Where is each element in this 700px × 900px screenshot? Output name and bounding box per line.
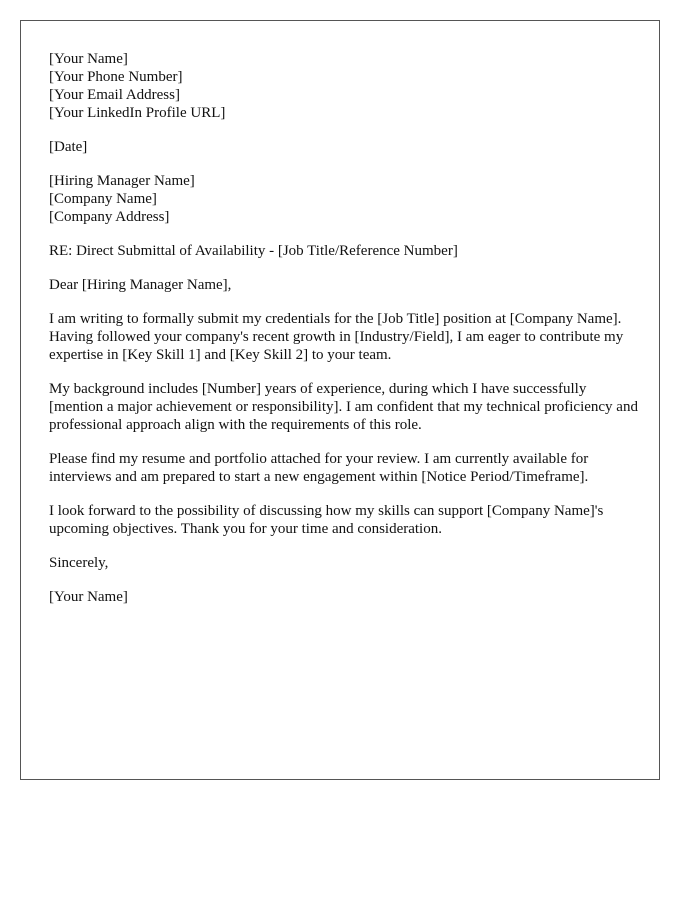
subject-block — [49, 242, 639, 260]
body-paragraph-3: Please find my resume and portfolio attached for your review. I am currently available for interviews and am prepared to start a new engagement within [Notice Period/Timeframe]. — [49, 451, 589, 485]
recipient-manager-name: [Hiring Manager Name] — [49, 173, 195, 189]
closing-block — [49, 554, 639, 572]
recipient-company-name: [Company Name] — [49, 191, 157, 207]
letter-date: [Date] — [49, 139, 88, 155]
sender-phone: [Your Phone Number] — [49, 69, 183, 85]
body-paragraph-4: I look forward to the possibility of discussing how my skills can support [Company Name]'s upcoming objectives. Thank you for your time and consideration. — [49, 503, 604, 537]
signature-name: [Your Name] — [49, 589, 128, 605]
closing: Sincerely, — [49, 555, 109, 571]
subject-line: RE: Direct Submittal of Availability - [Job Title/Reference Number] — [49, 243, 458, 259]
salutation-block — [49, 276, 639, 294]
body-paragraph-2: My background includes [Number] years of experience, during which I have successfully [mention a major achievement or responsibility]. I am confident that my technical proficiency and professional approach align with the requirements of this role. — [49, 381, 638, 433]
recipient-company-address: [Company Address] — [49, 209, 170, 225]
sender-block — [49, 50, 639, 122]
recipient-block — [49, 172, 639, 226]
letter-frame — [20, 20, 660, 780]
letter-content — [49, 50, 639, 622]
body-paragraph-1: I am writing to formally submit my credentials for the [Job Title] position at [Company Name]. Having followed your company's recent growth in [Industry/Field], I am eager to contribute my expertise in [Key Skill 1] and [Key Skill 2] to your team. — [49, 311, 624, 363]
sender-linkedin: [Your LinkedIn Profile URL] — [49, 105, 226, 121]
salutation: Dear [Hiring Manager Name], — [49, 277, 232, 293]
signature-block — [49, 588, 639, 606]
date-block — [49, 138, 639, 156]
sender-name: [Your Name] — [49, 51, 128, 67]
sender-email: [Your Email Address] — [49, 87, 180, 103]
